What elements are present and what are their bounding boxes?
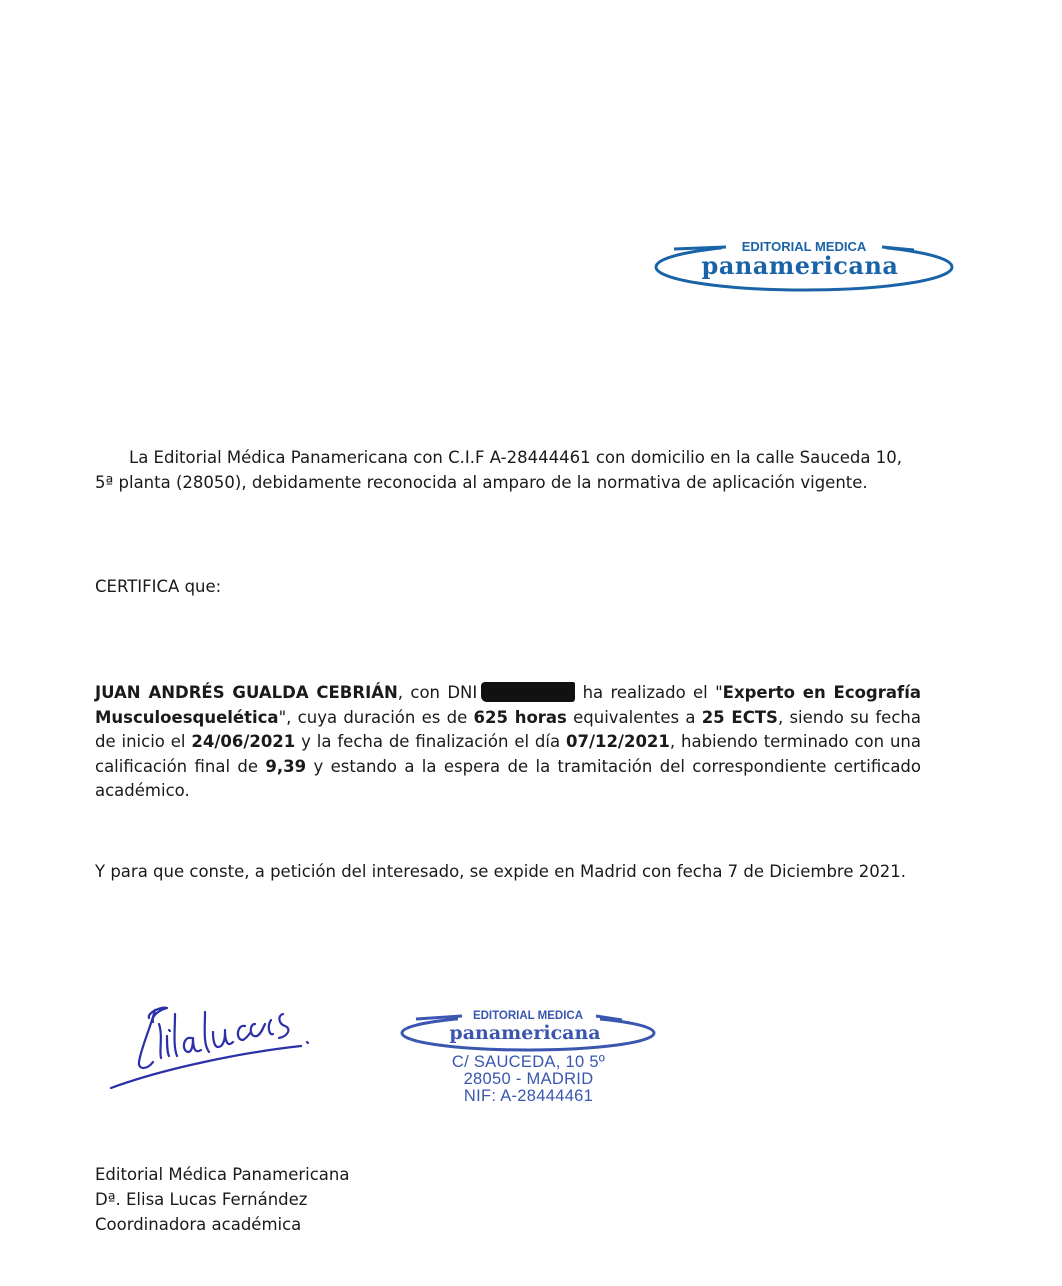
logo-top-text: EDITORIAL MEDICA bbox=[741, 239, 867, 254]
signer-name: Dª. Elisa Lucas Fernández bbox=[95, 1190, 308, 1209]
redacted-dni bbox=[481, 682, 575, 702]
final-grade: 9,39 bbox=[265, 756, 307, 776]
intro-paragraph: La Editorial Médica Panamericana con C.I.F A-28444461 con domicilio en la calle Sauceda 10, 5ª planta (28050), debidamente reconocida al amparo de la normativa de aplicación vigente. bbox=[95, 448, 902, 492]
text-segment: y la fecha de finalización el día bbox=[295, 732, 566, 751]
text-segment: ", cuya duración es de bbox=[278, 707, 474, 727]
end-date: 07/12/2021 bbox=[565, 732, 670, 751]
signer-organization: Editorial Médica Panamericana bbox=[95, 1165, 350, 1184]
student-name: JUAN ANDRÉS GUALDA CEBRIÁN bbox=[95, 683, 398, 702]
stamp-address-line1: C/ SAUCEDA, 10 5º bbox=[451, 1053, 606, 1071]
text-segment: , habiendo terminado con una calificación final de bbox=[95, 732, 921, 776]
text-segment: , siendo su fecha de inicio el bbox=[95, 707, 921, 751]
logo-main-text: panamericana bbox=[701, 251, 899, 280]
closing-paragraph: Y para que conste, a petición del interesado, se expide en Madrid con fecha 7 de Diciembre 2021. bbox=[95, 862, 906, 881]
stamp-logo bbox=[396, 1004, 661, 1054]
start-date: 24/06/2021 bbox=[191, 732, 296, 751]
text-segment: ha realizado el " bbox=[575, 683, 723, 702]
text-segment: y estando a la espera de la tramitación del correspondiente certificado académico. bbox=[95, 756, 922, 800]
stamp-top-text: EDITORIAL MEDICA bbox=[472, 1010, 584, 1022]
course-ects: 25 ECTS bbox=[701, 707, 778, 727]
certification-paragraph bbox=[95, 681, 921, 804]
text-segment: equivalentes a bbox=[566, 707, 702, 727]
company-stamp bbox=[396, 1004, 661, 1110]
certifica-heading: CERTIFICA que: bbox=[95, 577, 222, 596]
stamp-address-line2: 28050 - MADRID bbox=[463, 1070, 594, 1088]
editorial-logo bbox=[652, 236, 956, 294]
stamp-nif: NIF: A-28444461 bbox=[463, 1087, 594, 1105]
course-hours: 625 horas bbox=[473, 707, 567, 727]
text-segment: , con DNI bbox=[397, 683, 478, 702]
signature bbox=[105, 996, 320, 1096]
signer-block bbox=[95, 1162, 349, 1237]
stamp-main-text: panamericana bbox=[449, 1022, 601, 1044]
signer-role: Coordinadora académica bbox=[95, 1215, 302, 1234]
course-name: Experto en Ecografía Musculoesquelética bbox=[95, 683, 921, 727]
